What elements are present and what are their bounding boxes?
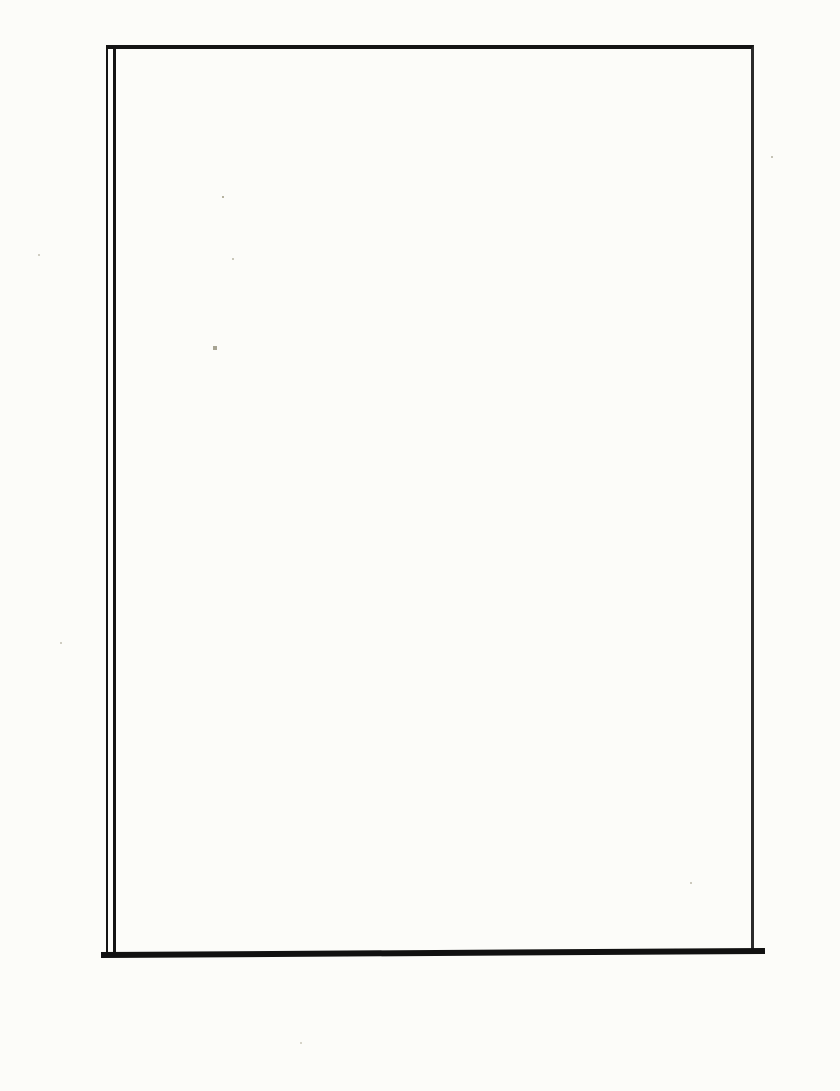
- bottom-border-rule: [101, 948, 765, 958]
- transcript-border-box: [106, 45, 754, 953]
- left-double-rule: [113, 49, 116, 953]
- scan-noise-specks: [0, 0, 2, 2]
